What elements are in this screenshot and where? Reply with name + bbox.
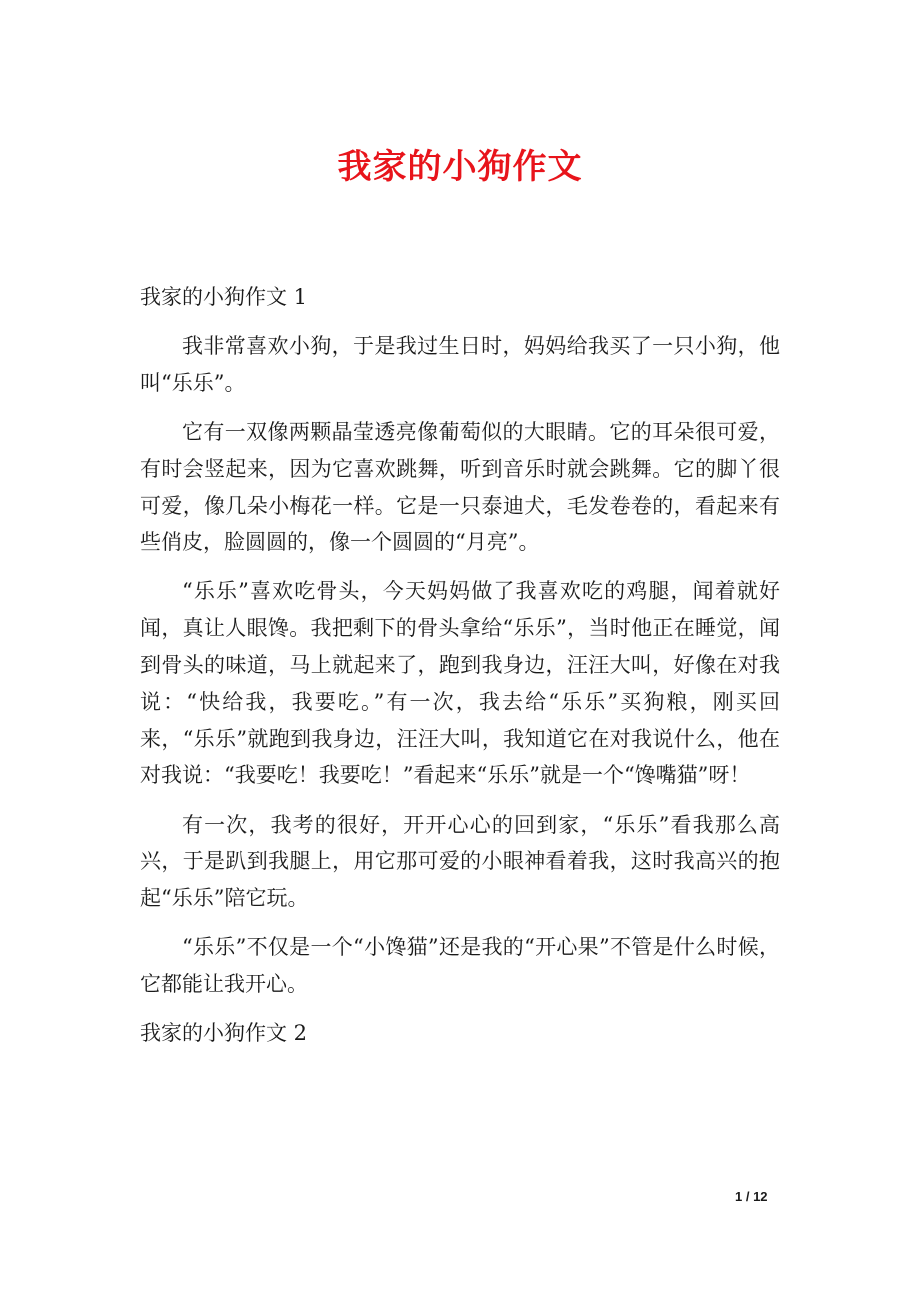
section-heading: 我家的小狗作文 1: [140, 285, 308, 309]
section-heading: 我家的小狗作文 2: [140, 1021, 308, 1046]
paragraph: “乐乐”不仅是一个“小馋猫”还是我的“开心果”不管是什么时候，它都能让我开心。: [140, 935, 780, 997]
page-number: 1 / 12: [735, 1189, 768, 1204]
paragraph: “乐乐”喜欢吃骨头，今天妈妈做了我喜欢吃的鸡腿，闻着就好闻，真让人眼馋。我把剩下的骨头拿给“乐乐”，当时他正在睡觉，闻到骨头的味道，马上就起来了，跑到我身边，汪汪大叫，好像在对我说：“快给我，我要吃。”有一次，我去给“乐乐”买狗粮，刚买回来，“乐乐”就跑到我身边，汪汪大叫，我知道它在对我说什么，他在对我说：“我要吃！我要吃！”看起来“乐乐”就是一个“馋嘴猫”呀！: [140, 579, 780, 788]
document-body: [140, 279, 780, 1064]
paragraph: 我非常喜欢小狗，于是我过生日时，妈妈给我买了一只小狗，他叫“乐乐”。: [140, 334, 780, 395]
document-title: 我家的小狗作文: [337, 147, 583, 187]
paragraph: 有一次，我考的很好，开开心心的回到家，“乐乐”看我那么高兴，于是趴到我腿上，用它那可爱的小眼神看着我，这时我高兴的抱起“乐乐”陪它玩。: [140, 812, 780, 911]
paragraph: 它有一双像两颗晶莹透亮像葡萄似的大眼睛。它的耳朵很可爱，有时会竖起来，因为它喜欢跳舞，听到音乐时就会跳舞。它的脚丫很可爱，像几朵小梅花一样。它是一只泰迪犬，毛发卷卷的，看起来有些俏皮，脸圆圆的，像一个圆圆的“月亮”。: [140, 419, 780, 555]
